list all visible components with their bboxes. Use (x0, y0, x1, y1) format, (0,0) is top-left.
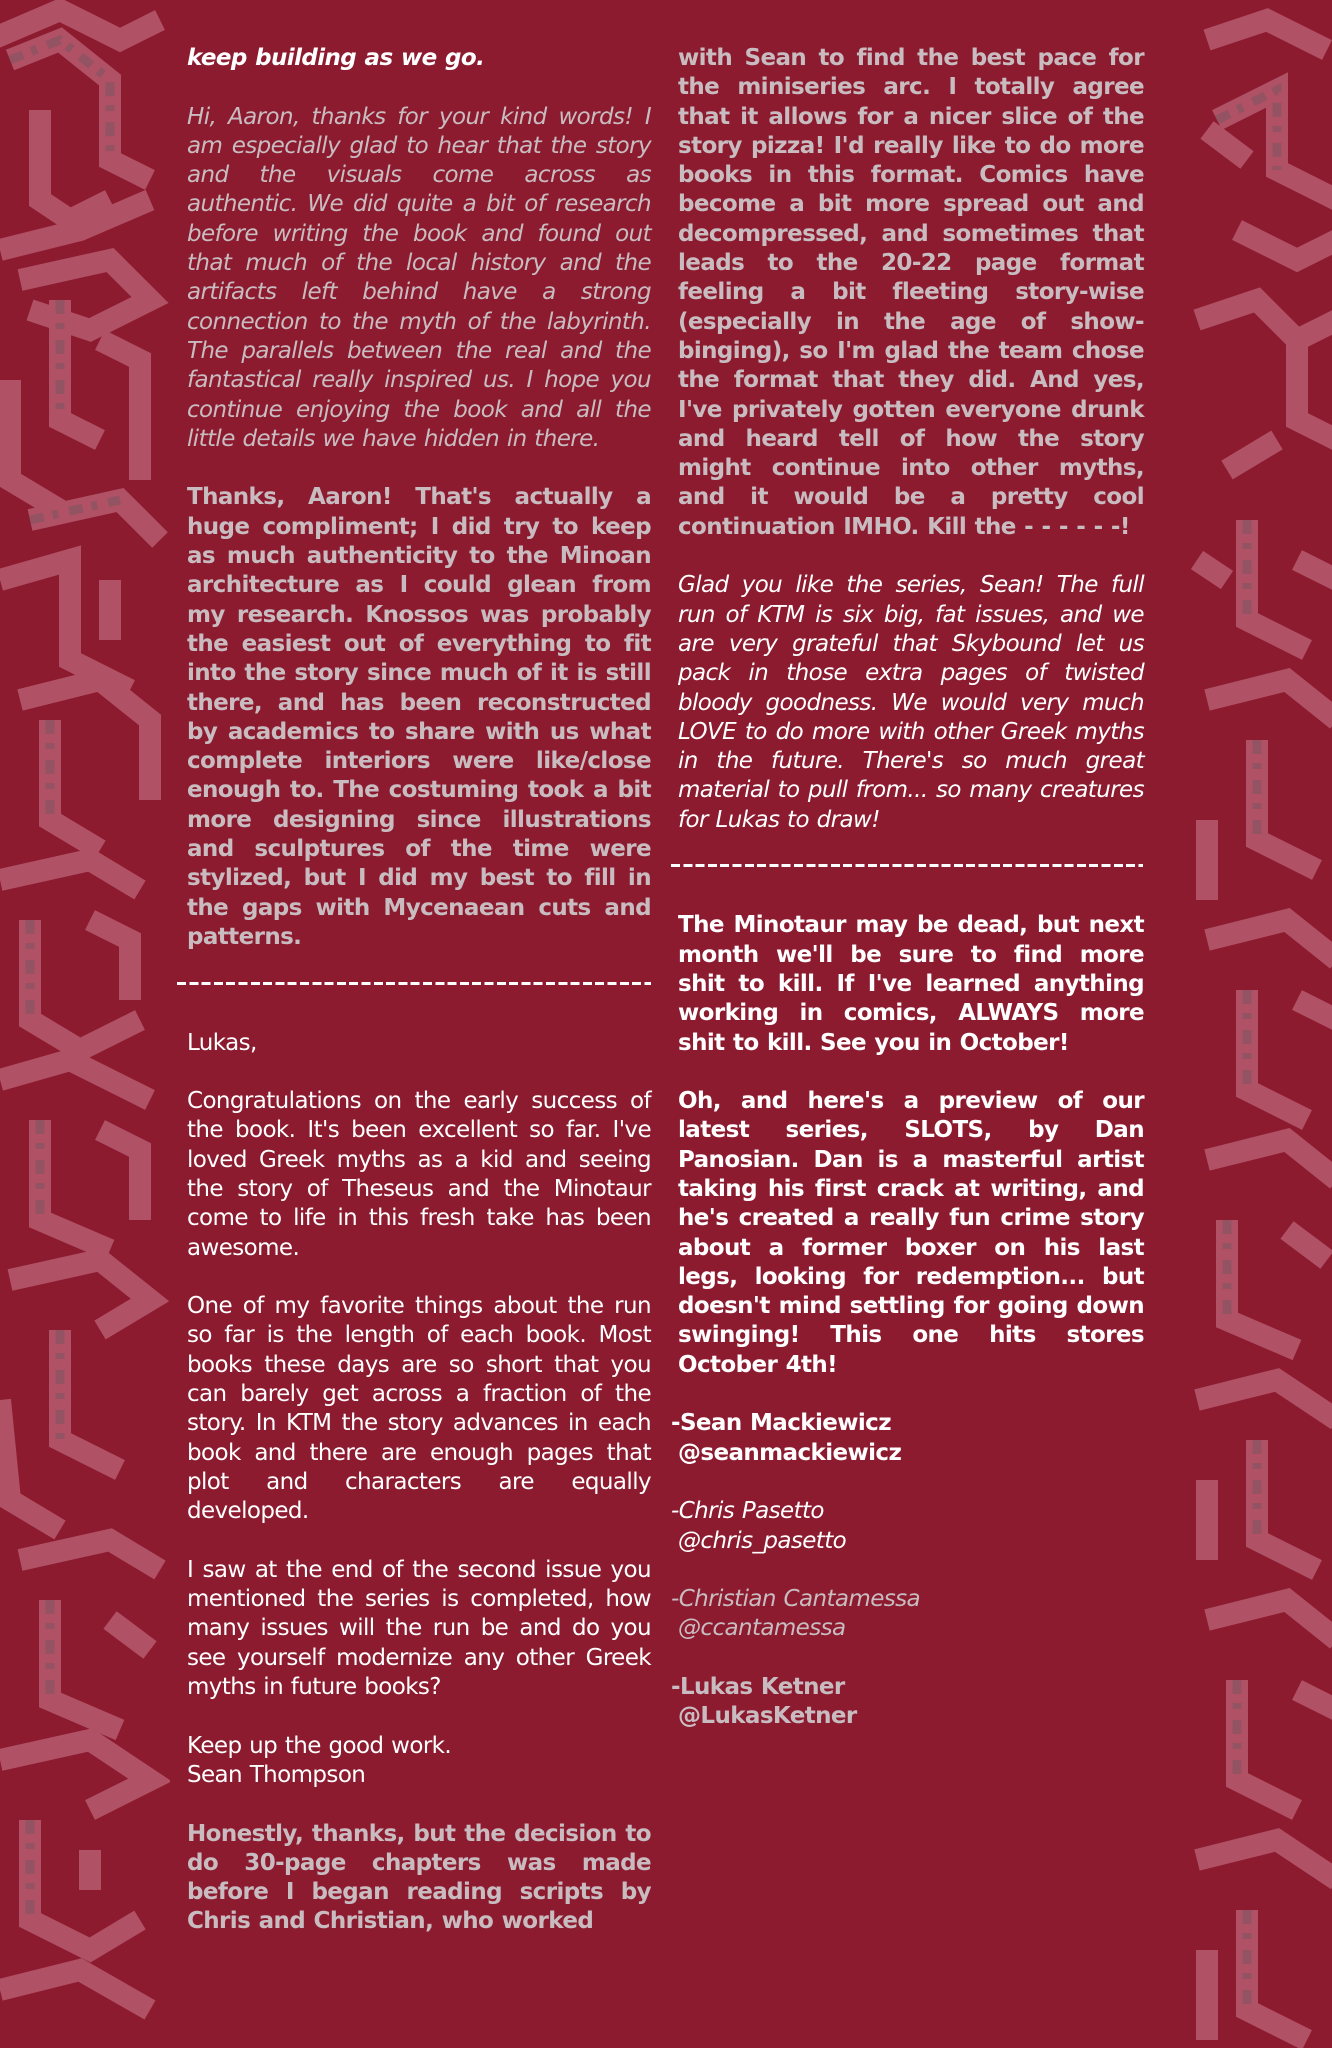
left-column (187, 44, 651, 1966)
signature-chris-pasetto (671, 1497, 1144, 1556)
maze-pattern-icon (0, 0, 170, 2048)
writers-reply-end: keep building as we go. (187, 45, 485, 71)
signature-sean-mackiewicz (671, 1409, 1144, 1468)
letter-signature: Sean Thompson (187, 1761, 366, 1788)
left-maze-border (0, 0, 170, 2048)
right-column (671, 44, 1144, 1761)
signature-name: -Chris Pasetto (671, 1498, 824, 1525)
letter-salutation: Lukas, (187, 1029, 257, 1056)
section-divider (177, 982, 651, 985)
signature-name: -Christian Cantamessa (671, 1586, 921, 1613)
letter-paragraph-2: One of my favorite things about the run so far is the length of each book. Most books these days are so short that you can barely get across a fraction of the story. In KTM the story advances in each book and there are enough pages that plot and characters are equally developed. (187, 1293, 651, 1525)
section-divider (671, 864, 1143, 867)
writers-reply-aaron: Hi, Aaron, thanks for your kind words! I am especially glad to hear that the story and the visuals come across as authentic. We did quite a bit of research before writing the book and found out that much of the local history and the artifacts left behind have a strong connection to the myth of the labyrinth. The parallels between the real and the fantastical really inspired us. I hope you continue enjoying the book and all the little details we have hidden in there. (187, 103, 651, 452)
letter-paragraph-3: I saw at the end of the second issue you mentioned the series is completed, how many issues will the run be and do you see yourself modernize any other Greek myths in future books? (187, 1556, 651, 1701)
signature-name: -Sean Mackiewicz (671, 1410, 891, 1437)
signature-handle[interactable]: @chris_pasetto (678, 1527, 847, 1554)
letter-closing: Keep up the good work. (187, 1732, 452, 1759)
writers-reply-sean: Glad you like the series, Sean! The full run of KTM is six big, fat issues, and we are very grateful that Skybound let us pack in those extra pages of twisted bloody goodness. We would very much LOVE to do more with other Greek myths in the future. There's so much great material to pull from... so many creatures for Lukas to draw! (678, 572, 1144, 833)
signature-handle[interactable]: @LukasKetner (678, 1703, 857, 1730)
signature-handle[interactable]: @ccantamessa (678, 1615, 846, 1642)
editor-note-2: Oh, and here's a preview of our latest series, SLOTS, by Dan Panosian. Dan is a masterful artist taking his first crack at writing, and he's created a really fun crime story about a former boxer on his last legs, looking for redemption... but doesn't mind settling for going down swinging! This one hits stores October 4th! (678, 1088, 1144, 1378)
letter-paragraph-1: Congratulations on the early success of the book. It's been excellent so far. I've loved Greek myths as a kid and seeing the story of Theseus and the Minotaur come to life in this fresh take has been awesome. (187, 1088, 651, 1261)
editor-note-1: The Minotaur may be dead, but next month we'll be sure to find more shit to kill. If I've learned anything working in comics, ALWAYS more shit to kill. See you in October! (678, 912, 1144, 1056)
artist-reply-sean-start: Honestly, thanks, but the decision to do 30-page chapters was made before I began reading scripts by Chris and Christian, who worked (187, 1820, 651, 1935)
maze-pattern-icon (1187, 0, 1332, 2048)
signature-name: -Lukas Ketner (671, 1674, 845, 1701)
signature-handle[interactable]: @seanmackiewicz (678, 1439, 902, 1466)
right-maze-border (1187, 0, 1332, 2048)
signature-lukas-ketner (671, 1673, 1144, 1732)
artist-reply-aaron: Thanks, Aaron! That's actually a huge compliment; I did try to keep as much authenticity to the Minoan architecture as I could glean from my research. Knossos was probably the easiest out of everything to fit into the story since much of it is still there, and has been reconstructed by academics to share with us what complete interiors were like/close enough to. The costuming took a bit more designing since illustrations and sculptures of the time were stylized, but I did my best to fill in the gaps with Mycenaean cuts and patterns. (187, 484, 651, 950)
artist-reply-sean-cont: with Sean to find the best pace for the miniseries arc. I totally agree that it allows for a nicer slice of the story pizza! I'd really like to do more books in this format. Comics have become a bit more spread out and decompressed, and sometimes that leads to the 20-22 page format feeling a bit fleeting story-wise (especially in the age of show-binging), so I'm glad the team chose the format that they did. And yes, I've privately gotten everyone drunk and heard tell of how the story might continue into other myths, and it would be a pretty cool continuation IMHO. Kill the - - - - - -! (678, 45, 1144, 540)
signature-christian-cantamessa (671, 1585, 1144, 1644)
